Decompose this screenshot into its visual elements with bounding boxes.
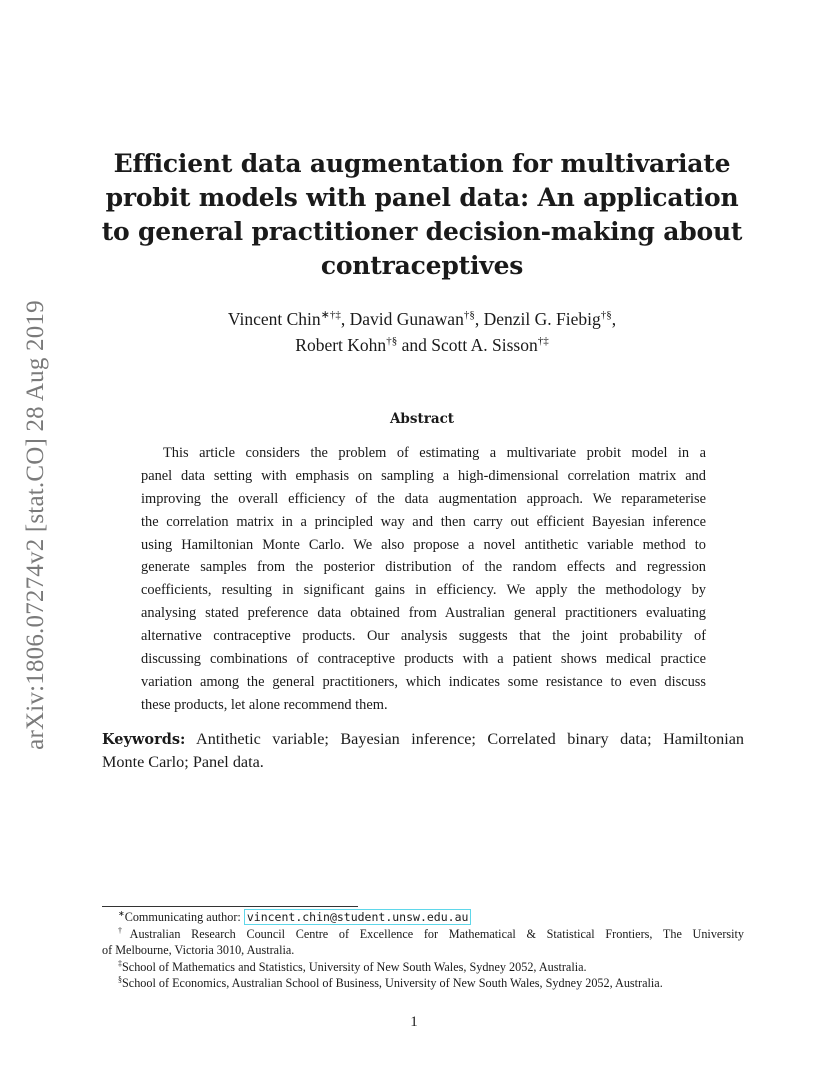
keywords-label: Keywords: bbox=[102, 731, 186, 748]
arxiv-identifier: arXiv:1806.07274v2 [stat.CO] 28 Aug 2019 bbox=[22, 300, 49, 750]
author-line bbox=[96, 332, 748, 358]
footnote bbox=[102, 926, 744, 943]
author-name: Denzil G. Fiebig bbox=[483, 309, 601, 329]
abstract-heading: Abstract bbox=[389, 411, 455, 427]
affiliation-marks: †§ bbox=[386, 335, 398, 347]
affiliation-marks: †§ bbox=[463, 309, 475, 321]
page-number: 1 bbox=[410, 1014, 418, 1030]
footnote-mark: ‡ bbox=[118, 958, 122, 968]
title-line: to general practitioner decision-making about bbox=[101, 217, 743, 246]
abstract-line: panel data setting with emphasis on sampling a high-dimensional correlation matrix and bbox=[141, 467, 706, 484]
author-list bbox=[96, 306, 748, 358]
footnote-text: Australian Research Council Centre of Excellence for Mathematical & Statistical Frontiers, The University bbox=[129, 926, 744, 941]
author-name: Scott A. Sisson bbox=[431, 335, 538, 355]
author-line: Vincent Chin∗†‡, David Gunawan†§, Denzil G. Fiebig†§, bbox=[227, 309, 617, 329]
abstract-line: coefficients, resulting in significant gains in efficiency. We apply the methodology by bbox=[141, 582, 706, 599]
abstract-line: improving the overall efficiency of the data augmentation approach. We reparameterise bbox=[141, 490, 706, 507]
keywords bbox=[102, 728, 744, 773]
author-name: Vincent Chin bbox=[227, 309, 321, 329]
abstract-line: the correlation matrix in a principled way and then carry out efficient Bayesian inference bbox=[141, 513, 706, 530]
author-conjunction: and bbox=[401, 335, 427, 355]
keywords-line bbox=[102, 728, 744, 751]
author-email-link[interactable]: vincent.chin@student.unsw.edu.au bbox=[244, 909, 472, 925]
footnote-mark: ∗ bbox=[118, 909, 125, 918]
footnote bbox=[102, 909, 744, 926]
title-line: Efficient data augmentation for multivariate bbox=[113, 149, 731, 178]
abstract-line: using Hamiltonian Monte Carlo. We also propose a novel antithetic variable method to bbox=[141, 536, 706, 553]
abstract-line: these products, let alone recommend them. bbox=[141, 696, 388, 713]
footnote bbox=[102, 959, 744, 976]
abstract-line: This article considers the problem of estimating a multivariate probit model in a bbox=[163, 445, 706, 461]
abstract-line: analysing stated preference data obtained from Australian general practitioners evaluating bbox=[141, 605, 706, 622]
title-line: probit models with panel data: An application bbox=[105, 183, 739, 212]
footnotes bbox=[102, 909, 744, 992]
affiliation-marks: †§ bbox=[600, 309, 612, 321]
footnote-mark: † bbox=[118, 925, 130, 935]
author-name: David Gunawan bbox=[349, 309, 464, 329]
footnote-text: Communicating author: bbox=[124, 910, 244, 924]
title-line: contraceptives bbox=[320, 251, 524, 280]
footnote-text: School of Mathematics and Statistics, University of New South Wales, Sydney 2052, Australia. bbox=[122, 959, 587, 974]
keywords-text: Antithetic variable; Bayesian inference; Correlated binary data; Hamiltonian bbox=[196, 730, 745, 748]
affiliation-marks: ∗†‡ bbox=[320, 309, 341, 321]
abstract-line: generate samples from the posterior distribution of the random effects and regression bbox=[141, 559, 706, 576]
footnote-mark: § bbox=[118, 975, 122, 984]
abstract-line: variation among the general practitioners, which indicates some resistance to even discuss bbox=[141, 673, 706, 690]
footnote-divider bbox=[102, 906, 358, 907]
abstract-line: alternative contraceptive products. Our analysis suggests that the joint probability of bbox=[141, 628, 706, 645]
footnote-continuation: of Melbourne, Victoria 3010, Australia. bbox=[102, 943, 295, 957]
affiliation-marks: †‡ bbox=[537, 335, 549, 347]
keywords-line: Monte Carlo; Panel data. bbox=[102, 753, 264, 771]
author-name: Robert Kohn bbox=[295, 335, 387, 355]
abstract-body bbox=[141, 442, 706, 717]
abstract-line: discussing combinations of contraceptive products with a patient shows medical practice bbox=[141, 651, 706, 668]
footnote-text: School of Economics, Australian School of Business, University of New South Wales, Sydney 2052, Australia. bbox=[122, 976, 663, 990]
paper-title bbox=[96, 147, 748, 283]
footnote bbox=[102, 975, 744, 992]
